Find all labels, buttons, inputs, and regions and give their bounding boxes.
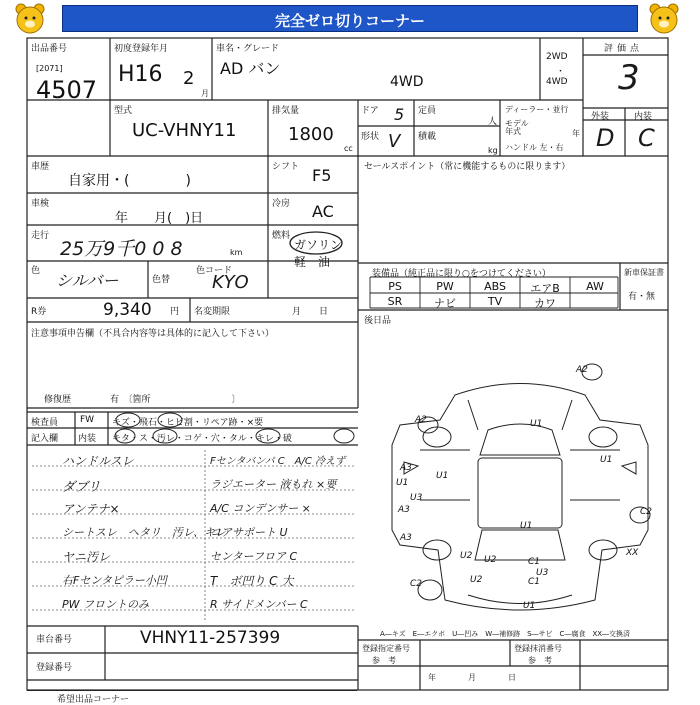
damage-mark: U1 <box>436 471 449 481</box>
shape-label: 形状 <box>361 132 380 142</box>
history-value: 自家用・( ) <box>68 173 191 189</box>
inspection-label: 車検 <box>31 199 50 209</box>
car-name: AD バン <box>220 59 281 78</box>
comment-line: 右Fセンタピラー小凹 <box>62 574 167 587</box>
equip-sr: SR <box>387 295 403 308</box>
lot-number: 4507 <box>36 76 98 104</box>
registration-number-label: 登録番号 <box>36 663 73 673</box>
comment-line: A/C コンデンサー × <box>210 502 311 515</box>
footer-label: 希望出品コーナー <box>57 695 130 705</box>
comment-line: センターフロア C <box>210 550 298 563</box>
reference-label-2: 参 考 <box>528 656 552 665</box>
comment-line: シートスレ ヘタリ 汚レ、キレ <box>62 526 226 539</box>
damage-mark: XX <box>626 548 639 558</box>
damage-mark: A2 <box>576 365 588 375</box>
shift-label: シフト <box>272 162 300 172</box>
warranty-label: 新車保証書 <box>624 268 664 277</box>
mileage-label: 走行 <box>31 231 50 241</box>
month-unit: 月 <box>201 89 209 98</box>
fw-items: キズ・飛石・ヒビ割・リペア跡・×要 <box>112 418 264 428</box>
color-swap-label: 色替 <box>152 275 171 285</box>
drive-2wd: 2WD <box>546 52 568 62</box>
chassis-number: VHNY11-257399 <box>140 628 281 648</box>
first-registration-label: 初度登録年月 <box>114 44 169 54</box>
registration-month: 2 <box>183 68 195 89</box>
model-year-label: モデル年式 <box>505 119 529 136</box>
inspector-entry-label: 記入欄 <box>31 434 59 444</box>
damage-mark: U3 <box>410 493 423 503</box>
capacity-unit: 人 <box>488 117 498 127</box>
header-title: 完全ゼロ切りコーナー <box>274 12 425 30</box>
inspector-label: 検査員 <box>31 418 59 428</box>
damage-mark: A3 <box>398 505 410 515</box>
comment-line: コアサポート U <box>210 526 288 539</box>
damage-mark: A3 <box>400 533 412 543</box>
damage-mark: C2 <box>410 579 423 589</box>
model-code: UC-VHNY11 <box>132 120 237 141</box>
comment-line: アンテナ× <box>62 502 120 516</box>
warranty-value: 有・無 <box>628 292 656 302</box>
footer-box <box>27 690 357 705</box>
equip-aw: AW <box>586 280 604 293</box>
damage-mark: U3 <box>536 568 549 578</box>
transfer-value: 月 日 <box>292 307 329 317</box>
lot-number-label: 出品番号 <box>31 44 68 54</box>
date-row: 年 月 日 <box>428 673 516 682</box>
displacement: 1800 <box>288 124 334 145</box>
color-code: KYO <box>212 272 249 293</box>
comment-line: PW フロントのみ <box>62 598 150 611</box>
equip-abs: ABS <box>484 280 506 293</box>
comment-line: ダブリ <box>62 480 101 495</box>
recycle-amount: 9,340 <box>103 300 152 320</box>
capacity-label: 定員 <box>418 106 437 116</box>
damage-mark: A2 <box>415 415 427 425</box>
notes-label: 注意事項申告欄（不具合内容等は具体的に記入して下さい） <box>31 329 275 339</box>
car-name-label: 車名・グレード <box>216 44 280 54</box>
mileage-unit: km <box>230 248 243 257</box>
auction-score: 3 <box>618 58 640 98</box>
damage-mark: A3 <box>400 463 412 473</box>
damage-mark: U2 <box>470 575 483 585</box>
interior-items-label: 内装 <box>78 434 97 444</box>
comment-line: T ボ凹り C 大 <box>210 574 294 588</box>
fuel-diesel: 軽 油 <box>294 255 331 269</box>
fuel-gasoline: ガソリン <box>294 238 343 252</box>
damage-mark: U2 <box>460 551 473 561</box>
comment-line: ハンドルスレ <box>62 454 134 468</box>
damage-mark: U1 <box>600 455 613 465</box>
comment-line: Fセンタバンパ C A/C 冷えず <box>210 456 346 467</box>
inspection-value: 年 月( )日 <box>115 211 204 226</box>
car-grade: 4WD <box>390 74 424 90</box>
equipment-label: 装備品（純正品に限り○をつけてください） <box>372 269 551 279</box>
load-unit: kg <box>488 146 498 155</box>
body-shape: V <box>388 131 401 152</box>
interior-items: キタ・ス・汚レ・コゲ・穴・タル・キレ・破 <box>112 434 292 444</box>
recycle-unit: 円 <box>170 307 180 317</box>
equip-ps: PS <box>388 280 402 293</box>
handle-label: ハンドル 左・右 <box>505 143 564 152</box>
displacement-label: 排気量 <box>272 106 300 116</box>
drive-4wd: 4WD <box>546 77 568 87</box>
history-label: 車歴 <box>31 162 50 172</box>
drive-separator: ・ <box>556 67 566 77</box>
color-label: 色 <box>31 266 41 276</box>
damage-mark: U1 <box>523 601 536 611</box>
comment-line: R サイドメンバー C <box>210 598 308 611</box>
repair-label: 修復歴 <box>44 395 72 405</box>
equip-pw: PW <box>436 280 454 293</box>
equip-navi: ナビ <box>434 297 456 310</box>
damage-mark: U1 <box>530 419 543 429</box>
damage-mark: C2 <box>640 507 653 517</box>
color-code-label: 色コード <box>196 266 233 276</box>
damage-mark: U1 <box>396 478 409 488</box>
door-count: 5 <box>394 105 405 124</box>
transfer-label: 名変期限 <box>194 307 231 317</box>
deregistration-label: 登録抹消番号 <box>514 644 562 653</box>
interior-grade: C <box>638 124 655 152</box>
model-year-unit: 年 <box>572 129 580 138</box>
equip-airbag: エアB <box>530 282 560 295</box>
load-label: 積載 <box>418 132 437 142</box>
color-value: シルバー <box>56 271 119 290</box>
comment-line: ラジエーター 液もれ ×要 <box>210 478 337 491</box>
dealer-label: ディーラー・並行 <box>505 105 569 114</box>
repair-value: 有 〔箇所 〕 <box>110 395 241 405</box>
reg-designation-label: 登録指定番号 <box>362 644 410 653</box>
chassis-label: 車台番号 <box>36 635 73 645</box>
recycle-label: R券 <box>31 307 47 317</box>
ac-value: AC <box>312 202 334 221</box>
registration-year: H16 <box>118 62 163 87</box>
mileage-value: 25万9千0 0 8 <box>60 238 183 260</box>
sales-point-label: セールスポイント（常に機能するものに限ります） <box>364 162 571 172</box>
interior-label: 内装 <box>634 112 653 122</box>
comment-line: ヤニ汚レ <box>62 550 111 564</box>
exterior-grade: D <box>596 124 615 152</box>
door-label: ドア <box>361 106 379 116</box>
damage-mark: C1 <box>528 577 541 587</box>
fuel-label: 燃料 <box>272 231 291 241</box>
damage-mark: U2 <box>484 555 497 565</box>
model-label: 型式 <box>114 106 133 116</box>
equip-leather: カワ <box>534 297 556 310</box>
ac-label: 冷房 <box>272 199 291 209</box>
damage-legend: A―キズ E―エクボ U―凹み W―補修跡 S―サビ C―腐食 XX―交換済 <box>380 630 631 638</box>
score-label: 評価点 <box>604 44 644 54</box>
fw-label: FW <box>80 415 95 425</box>
reference-label: 参 考 <box>372 656 396 665</box>
damage-mark: C1 <box>528 557 541 567</box>
lot-sub: [2071] <box>36 64 63 73</box>
damage-mark: U1 <box>520 521 533 531</box>
shift-value: F5 <box>312 166 332 185</box>
rear-seat-label: 後日品 <box>364 316 392 326</box>
cc-unit: cc <box>344 144 353 153</box>
equip-tv: TV <box>487 295 503 308</box>
exterior-label: 外装 <box>591 112 610 122</box>
